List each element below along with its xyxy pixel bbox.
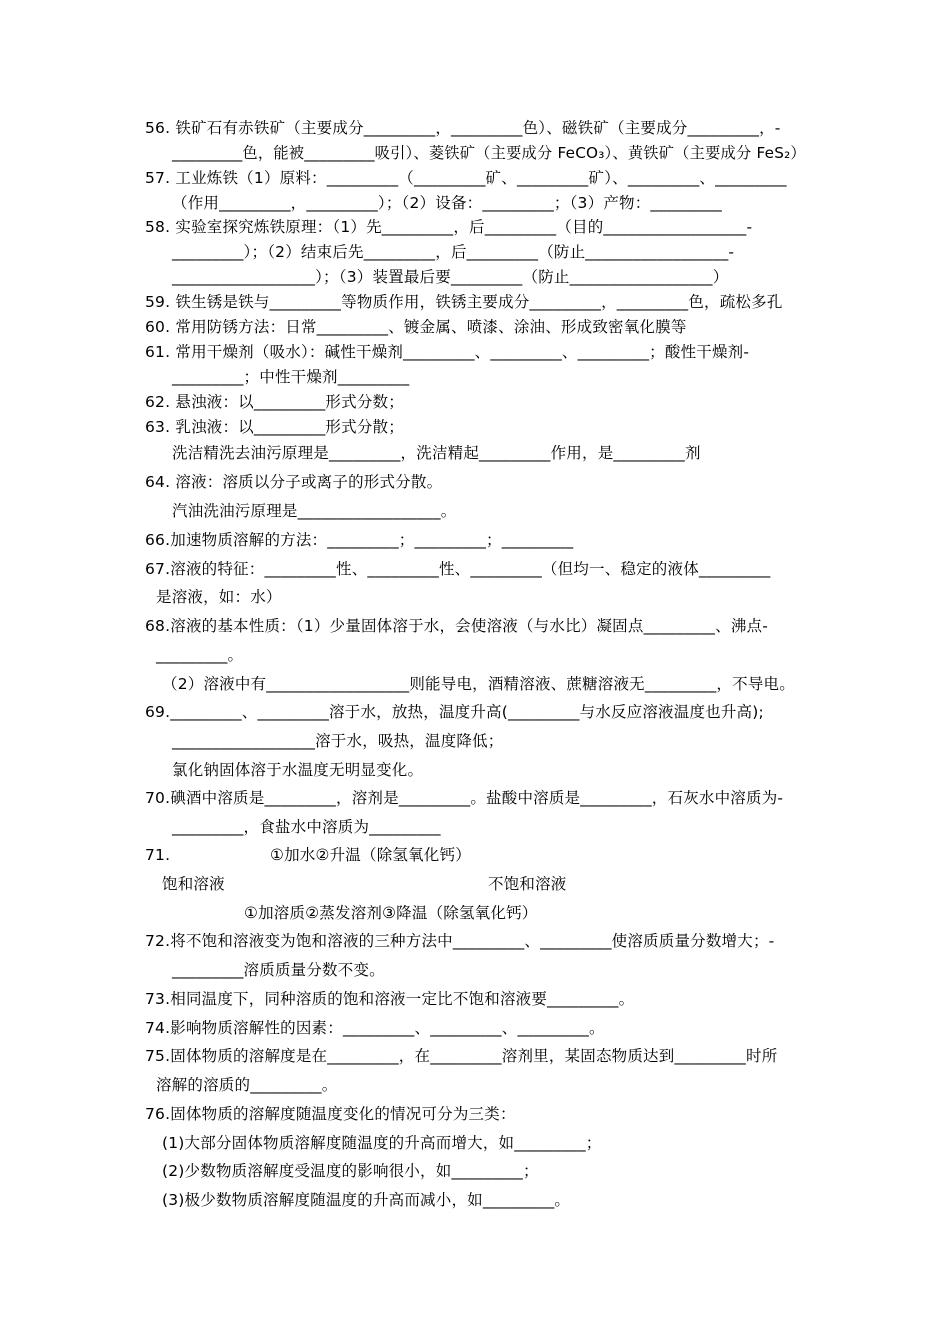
q73-line: 73.相同温度下，同种溶质的饱和溶液一定比不饱和溶液要_________。	[145, 990, 635, 1008]
q58-line3: __________________）；（3）装置最后要_________（防止__________________）	[172, 268, 729, 286]
q71-arrow-label-bottom: ①加溶质②蒸发溶剂③降温（除氢氧化钙）	[244, 904, 538, 922]
q69-line1: 69._________、_________溶于水，放热，温度升高(_________与水反应溶液温度也升高);	[145, 703, 764, 721]
q75-line1: 75.固体物质的溶解度是在_________，在_________溶剂里，某固态物质达到_________时所	[145, 1047, 778, 1065]
q76-item3: (3)极少数物质溶解度随温度的升高而减小，如_________。	[162, 1191, 571, 1209]
q68-line1: 68.溶液的基本性质：（1）少量固体溶于水，会使溶液（与水比）凝固点_________、沸点-	[145, 617, 769, 635]
q57-line1: 57. 工业炼铁（1）原料：_________（_________矿、_________矿）、_________、_________	[145, 169, 787, 187]
q60-line: 60. 常用防锈方法：日常_________、镀金属、喷漆、涂油、形成致密氧化膜等	[145, 318, 687, 336]
q62-line: 62. 悬浊液：以_________形式分数；	[145, 393, 404, 411]
q57-line2: （作用_________，_________）；（2）设备：_________；（3）产物：_________	[172, 194, 722, 212]
q69-line2: __________________溶于水，吸热，温度降低；	[172, 732, 504, 750]
q66-line: 66.加速物质溶解的方法：_________；_________；_________	[145, 531, 574, 549]
q75-line2: 溶解的溶质的_________。	[156, 1076, 338, 1094]
q58-line2: _________）；（2）结束后先_________，后_________（防止__________________-	[172, 243, 735, 261]
q58-line1: 58. 实验室探究炼铁原理：（1）先_________，后_________（目的__________________-	[145, 218, 753, 236]
q74-line: 74.影响物质溶解性的因素：_________、_________、_________。	[145, 1019, 605, 1037]
q71-arrow-label-top: ①加水②升温（除氢氧化钙）	[270, 846, 471, 864]
q68-line3: （2）溶液中有__________________则能导电，酒精溶液、蔗糖溶液无_________，不导电。	[162, 675, 795, 693]
q70-line1: 70.碘酒中溶质是_________，溶剂是_________。盐酸中溶质是_________，石灰水中溶质为-	[145, 789, 784, 807]
q64-line: 64. 溶液：溶质以分子或离子的形式分散。	[145, 473, 443, 491]
q71-number: 71.	[145, 846, 171, 864]
q71-unsaturated-label: 不饱和溶液	[488, 875, 567, 893]
q61-line1: 61. 常用干燥剂（吸水）：碱性干燥剂_________、_________、_________；酸性干燥剂-	[145, 343, 750, 361]
q59-line: 59. 铁生锈是铁与_________等物质作用，铁锈主要成分_________，_________色，疏松多孔	[145, 293, 783, 311]
q67-line2: 是溶液，如：水）	[156, 588, 282, 606]
q56-line1: 56. 铁矿石有赤铁矿（主要成分_________，_________色）、磁铁矿（主要成分_________，-	[145, 119, 781, 137]
q63-sub: 洗洁精洗去油污原理是_________，洗洁精起_________作用，是_________剂	[172, 444, 701, 462]
q68-line2: _________。	[156, 646, 244, 664]
q72-line1: 72.将不饱和溶液变为饱和溶液的三种方法中_________、_________使溶质质量分数增大；-	[145, 932, 775, 950]
q70-line2: _________，食盐水中溶质为_________	[172, 818, 441, 836]
q76-line: 76.固体物质的溶解度随温度变化的情况可分为三类：	[145, 1105, 516, 1123]
q64-sub: 汽油洗油污原理是__________________。	[172, 502, 457, 520]
q76-item2: (2)少数物质溶解度受温度的影响很小，如_________；	[162, 1162, 539, 1180]
q63-line: 63. 乳浊液：以_________形式分散；	[145, 418, 404, 436]
q67-line1: 67.溶液的特征：_________性、_________性、_________（但均一、稳定的液体_________	[145, 560, 771, 578]
q76-item1: (1)大部分固体物质溶解度随温度的升高而增大，如_________；	[162, 1134, 602, 1152]
q56-line2: _________色，能被_________吸引）、菱铁矿（主要成分 FeCO₃）、黄铁矿（主要成分 FeS₂）	[172, 144, 806, 162]
q61-line2: _________；中性干燥剂_________	[172, 368, 410, 386]
q71-saturated-label: 饱和溶液	[162, 875, 225, 893]
q72-line2: _________溶质质量分数不变。	[172, 961, 385, 979]
q69-line3: 氯化钠固体溶于水温度无明显变化。	[172, 761, 424, 779]
